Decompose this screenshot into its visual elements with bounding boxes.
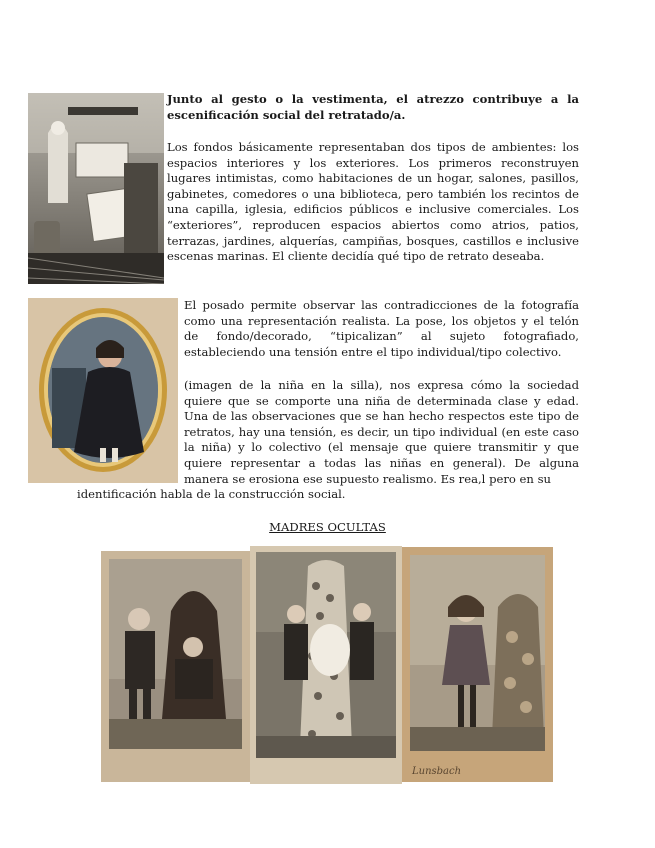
- hidden-mother-card-1: [101, 551, 250, 782]
- hidden-mother-card-3: [402, 547, 553, 782]
- hidden-mother-card-2: [250, 546, 402, 784]
- section1-paragraph: Los fondos básicamente representaban dos tipos de ambientes: los espacios interiores y los exteriores. Los primeros reconstruyen lugares intimistas, como habitaciones de un hogar, salones, pasillos, gabinetes, comedores o una biblioteca, pero también los recintos de una capilla, iglesia, edificios públicos e inclusive comerciales. Los “exteriores”, reproducen espacios abiertos como atrios, patios, terrazas, jardines, alquerías, campiñas, bosques, castillos e inclusive escenas marinas. El cliente decidía qué tipo de retrato deseaba.: [167, 140, 579, 264]
- section3-title: MADRES OCULTAS: [269, 520, 386, 534]
- studio-props-photo: [28, 93, 164, 284]
- section2-paragraph2-last-line: identificación habla de la construcción social.: [77, 487, 346, 501]
- card-3-caption: Lunsbach: [412, 766, 462, 777]
- section1-heading: Junto al gesto o la vestimenta, el atrezzo contribuye a la escenificación social del retratado/a.: [167, 92, 579, 122]
- section2-paragraph2: (imagen de la niña en la silla), nos expresa cómo la sociedad quiere que se comporte una niña de determinada clase y edad. Una de las observaciones que se han hecho respectos este tipo de retratos, hay una tensión, es decir, un tipo individual (en este caso la niña) y lo colectivo (el mensaje que quiere transmitir y que quiere representar a todas las niñas en general). De alguna manera se erosiona ese supuesto realismo. Es rea,l pero en su: [184, 378, 579, 486]
- section2-paragraph1: El posado permite observar las contradicciones de la fotografía como una representación realista. La pose, los objetos y el telón de fondo/decorado, “tipicalizan” al sujeto fotografiado, estableciendo una tensión entre el tipo individual/tipo colectivo.: [184, 298, 579, 359]
- girl-in-chair-photo: [28, 298, 178, 483]
